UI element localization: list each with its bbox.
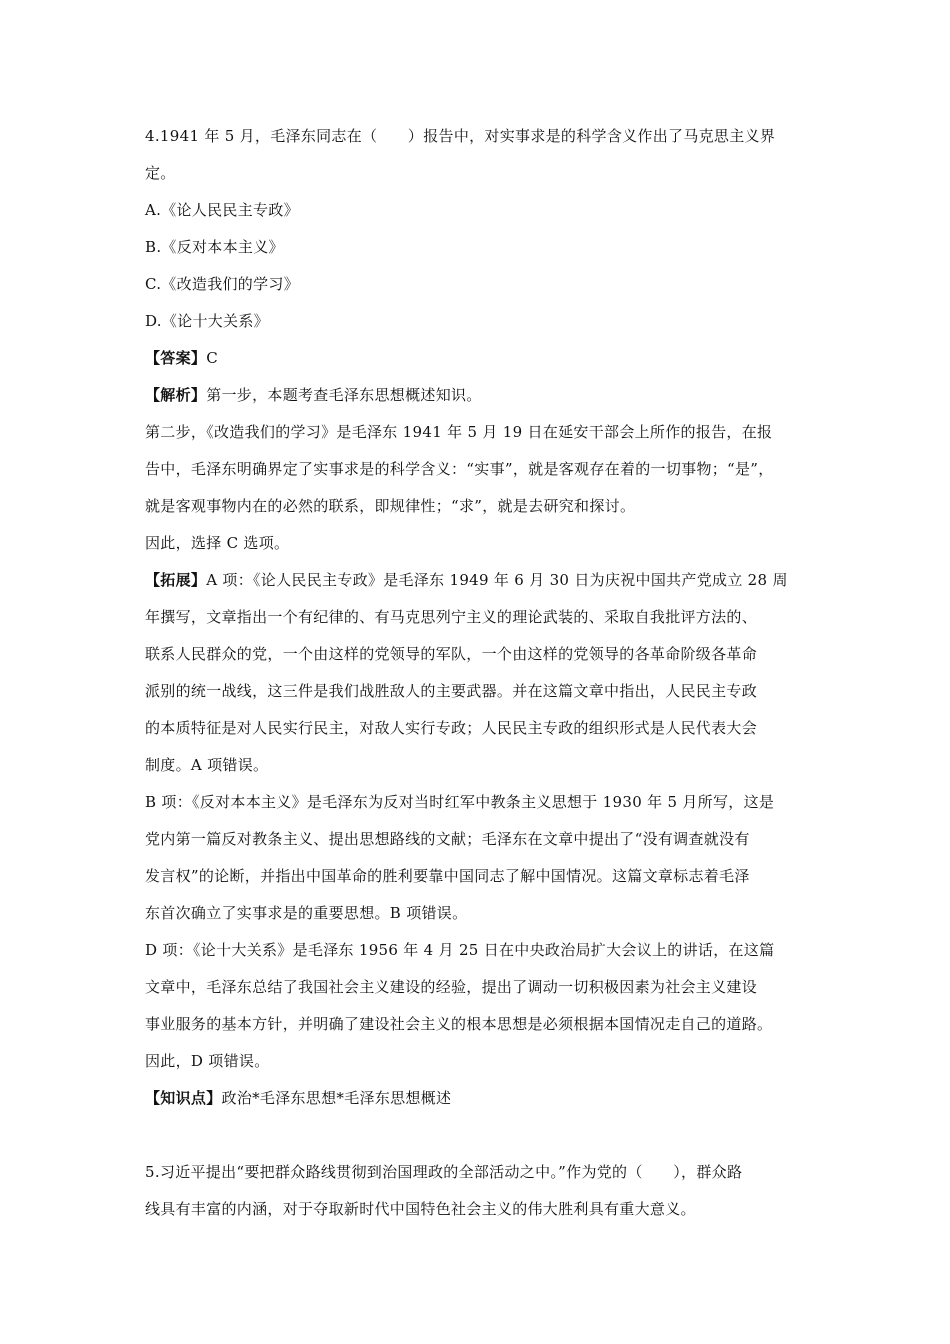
extension-line: 联系人民群众的党，一个由这样的党领导的军队，一个由这样的党领导的各革命阶级各革命 (145, 645, 758, 663)
answer-line (145, 340, 815, 377)
extension-first: A 项：《论人民民主专政》是毛泽东 1949 年 6 月 30 日为庆祝中国共产党成立 28 周 (206, 571, 788, 589)
document-content (145, 118, 815, 1228)
extension-line: 因此，D 项错误。 (145, 1052, 270, 1070)
answer-value: C (206, 349, 218, 367)
question-4-stem-line-2: 定。 (145, 164, 176, 182)
question-gap (145, 1117, 815, 1154)
extension-line: 事业服务的基本方针，并明确了建设社会主义的根本思想是必须根据本国情况走自己的道路。 (145, 1015, 773, 1033)
option-d: D.《论十大关系》 (145, 312, 269, 330)
extension-line: 东首次确立了实事求是的重要思想。B 项错误。 (145, 904, 468, 922)
extension-line: D 项：《论十大关系》是毛泽东 1956 年 4 月 25 日在中央政治局扩大会议上的讲话，在这篇 (145, 941, 775, 959)
knowledge-line (145, 1080, 815, 1117)
question-4-stem-line-1: 4.1941 年 5 月，毛泽东同志在（ ）报告中，对实事求是的科学含义作出了马克思主义界 (145, 127, 776, 145)
extension-line-1 (145, 562, 815, 599)
question-5-stem-line-2: 线具有丰富的内涵，对于夺取新时代中国特色社会主义的伟大胜利具有重大意义。 (145, 1200, 696, 1218)
analysis-first: 第一步，本题考查毛泽东思想概述知识。 (206, 386, 482, 404)
analysis-line-5: 因此，选择 C 选项。 (145, 534, 290, 552)
option-c: C.《改造我们的学习》 (145, 275, 300, 293)
knowledge-tag: 【知识点】 (145, 1089, 222, 1107)
extension-line: 党内第一篇反对教条主义、提出思想路线的文献；毛泽东在文章中提出了“没有调查就没有 (145, 830, 750, 848)
extension-line: 年撰写，文章指出一个有纪律的、有马克思列宁主义的理论武装的、采取自我批评方法的、 (145, 608, 758, 626)
analysis-line-1 (145, 377, 815, 414)
analysis-line-4: 就是客观事物内在的必然的联系，即规律性；“求”，就是去研究和探讨。 (145, 497, 636, 515)
extension-line: 制度。A 项错误。 (145, 756, 269, 774)
option-a: A.《论人民民主专政》 (145, 201, 299, 219)
analysis-line-3: 告中，毛泽东明确界定了实事求是的科学含义：“实事”，就是客观存在着的一切事物；“是”， (145, 460, 774, 478)
analysis-tag: 【解析】 (145, 386, 207, 404)
answer-tag: 【答案】 (145, 349, 207, 367)
knowledge-value: 政治*毛泽东思想*毛泽东思想概述 (221, 1089, 452, 1107)
extension-line: 派别的统一战线，这三件是我们战胜敌人的主要武器。并在这篇文章中指出，人民民主专政 (145, 682, 758, 700)
extension-line: 的本质特征是对人民实行民主，对敌人实行专政；人民民主专政的组织形式是人民代表大会 (145, 719, 758, 737)
extension-line: 发言权”的论断，并指出中国革命的胜利要靠中国同志了解中国情况。这篇文章标志着毛泽 (145, 867, 750, 885)
extension-tag: 【拓展】 (145, 571, 207, 589)
extension-line: B 项：《反对本本主义》是毛泽东为反对当时红军中教条主义思想于 1930 年 5 月所写，这是 (145, 793, 775, 811)
extension-line: 文章中，毛泽东总结了我国社会主义建设的经验，提出了调动一切积极因素为社会主义建设 (145, 978, 758, 996)
question-5-stem-line-1: 5.习近平提出“要把群众路线贯彻到治国理政的全部活动之中。”作为党的（ ），群众路 (145, 1163, 743, 1181)
analysis-line-2: 第二步，《改造我们的学习》是毛泽东 1941 年 5 月 19 日在延安干部会上所作的报告，在报 (145, 423, 773, 441)
option-b: B.《反对本本主义》 (145, 238, 284, 256)
